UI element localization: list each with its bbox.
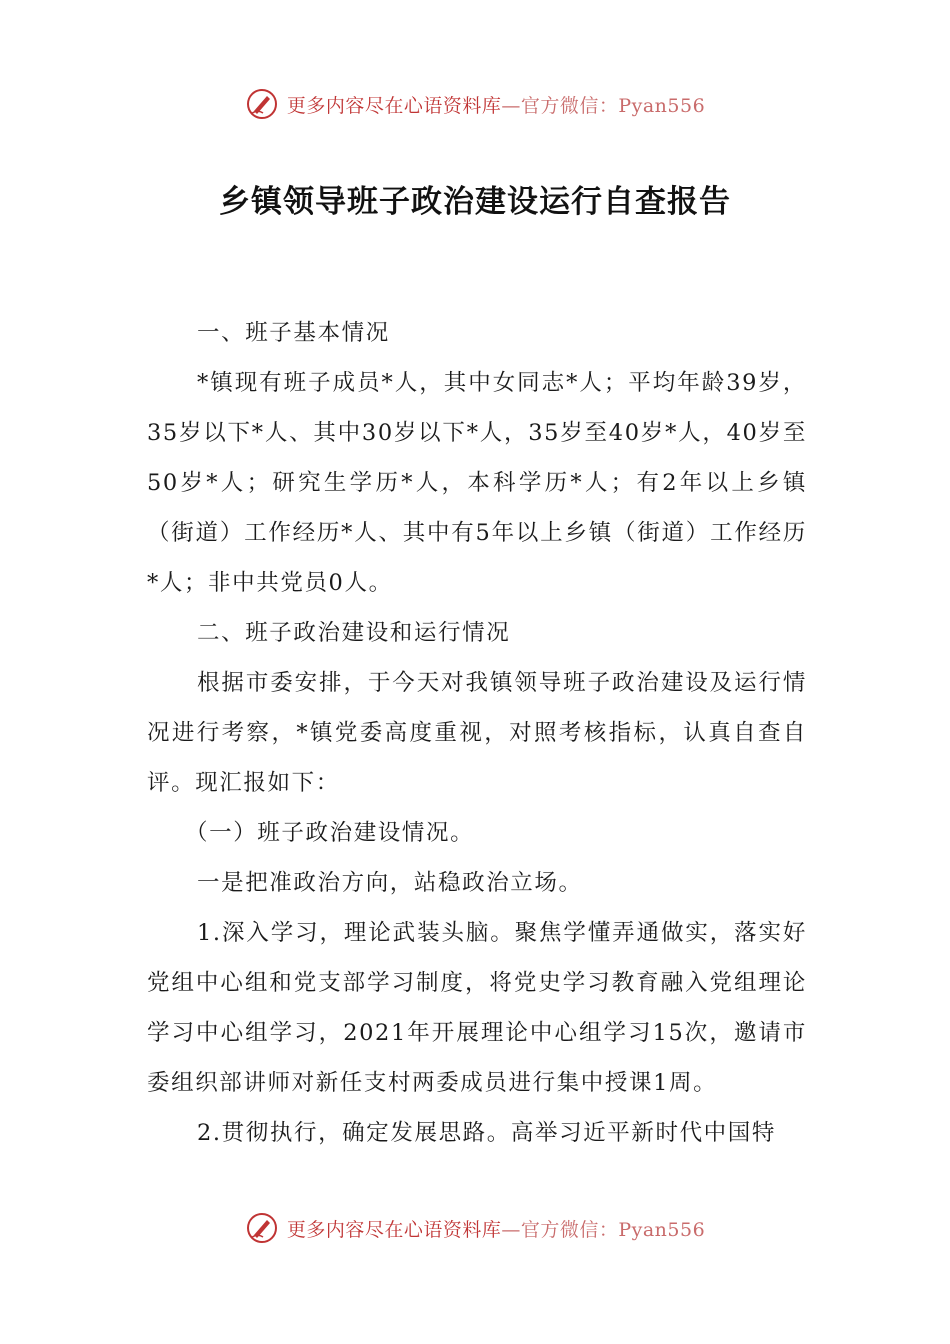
- section-heading: 一、班子基本情况: [197, 320, 390, 346]
- section-heading: 二、班子政治建设和运行情况: [197, 620, 511, 646]
- watermark-suffix: —官方微信：Pyan556: [501, 94, 706, 117]
- page-title: 乡镇领导班子政治建设运行自查报告: [219, 184, 731, 220]
- watermark-text: [287, 91, 705, 118]
- pen-logo-icon: [245, 1211, 279, 1245]
- pen-logo-icon: [245, 87, 279, 121]
- document-body: [147, 308, 807, 1158]
- header-watermark: [0, 84, 950, 124]
- paragraph: 2.贯彻执行，确定发展思路。高举习近平新时代中国特: [197, 1120, 776, 1146]
- paragraph: 一是把准政治方向，站稳政治立场。: [197, 870, 583, 896]
- paragraph: 根据市委安排，于今天对我镇领导班子政治建设及运行情况进行考察，*镇党委高度重视，对照考核指标，认真自查自评。现汇报如下：: [147, 670, 807, 796]
- watermark-brand: 更多内容尽在心语资料库: [286, 1218, 502, 1241]
- subsection-heading: （一）班子政治建设情况。: [185, 820, 475, 846]
- paragraph: *镇现有班子成员*人，其中女同志*人；平均年龄39岁，35岁以下*人、其中30岁以下*人，35岁至40岁*人，40岁至50岁*人；研究生学历*人，本科学历*人；有2年以上乡镇（街道）工作经历*人、其中有5年以上乡镇（街道）工作经历*人；非中共党员0人。: [147, 370, 807, 596]
- watermark-suffix: —官方微信：Pyan556: [501, 1218, 706, 1241]
- footer-watermark: [0, 1208, 950, 1248]
- paragraph: 1.深入学习，理论武装头脑。聚焦学懂弄通做实，落实好党组中心组和党支部学习制度，将党史学习教育融入党组理论学习中心组学习，2021年开展理论中心组学习15次，邀请市委组织部讲师对新任支村两委成员进行集中授课1周。: [147, 920, 807, 1096]
- watermark-brand: 更多内容尽在心语资料库: [286, 94, 502, 117]
- watermark-text: [287, 1215, 705, 1242]
